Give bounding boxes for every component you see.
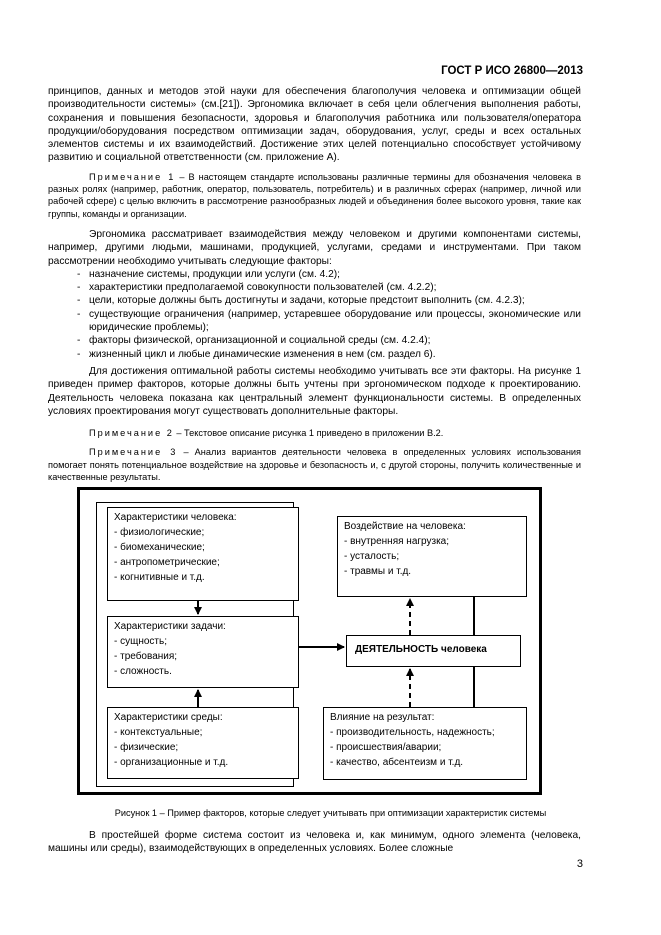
impact-title: Воздействие на человека:	[344, 521, 466, 532]
page-number: 3	[576, 858, 583, 870]
human-item: - биомеханические;	[114, 542, 205, 553]
note-1-label: Примечание 1	[89, 171, 176, 182]
note-2	[48, 427, 581, 439]
result-item: - качество, абсентеизм и т.д.	[330, 757, 464, 768]
note-1-text: – В настоящем стандарте использованы различные термины для обозначения человека в разных ролях (например, работник, оператор, пользователь, потребитель) и в различных сферах (например, личной или рабочей сфере) с целью включить в рассмотрение разнообразных людей и объединения более высокого уровня, такие как группы, команды и организации.	[48, 171, 581, 219]
factor-item: - характеристики предполагаемой совокупности пользователей (см. 4.2.2);	[48, 281, 581, 294]
document-header: ГОСТ Р ИСО 26800—2013	[441, 65, 583, 77]
env-item: - физические;	[114, 742, 179, 753]
figure-caption: Рисунок 1 – Пример факторов, которые следует учитывать при оптимизации характеристик системы	[114, 808, 547, 818]
impact-item: - усталость;	[344, 551, 400, 562]
factor-item: - жизненный цикл и любые динамические изменения в нем (см. раздел 6).	[48, 348, 581, 361]
factor-item: - факторы физической, организационной и социальной среды (см. 4.2.4);	[48, 334, 581, 347]
human-title: Характеристики человека:	[114, 512, 237, 523]
note-3-label: Примечание 3	[89, 447, 178, 458]
paragraph-3: Для достижения оптимальной работы системы необходимо учитывать все эти факторы. На рисунке 1 приведен пример факторов, которые должны быть учтены при эргономическом подходе к проектированию. Деятельность человека показана как центральный элемент функциональности системы. В определенных условиях проектирования могут существовать дополнительные факторы.	[48, 365, 581, 417]
note-3	[48, 446, 581, 483]
factor-item: - цели, которые должны быть достигнуты и задачи, которые предстоит выполнить (см. 4.2.3);	[48, 294, 581, 307]
factors-list	[48, 268, 581, 361]
task-item: - требования;	[114, 651, 178, 662]
env-item: - контекстуальные;	[114, 727, 203, 738]
human-item: - когнитивные и т.д.	[114, 572, 205, 583]
note-1	[48, 171, 581, 220]
env-item: - организационные и т.д.	[114, 757, 229, 768]
figure-connectors	[80, 490, 539, 792]
task-item: - сложность.	[114, 666, 172, 677]
result-item: - происшествия/аварии;	[330, 742, 442, 753]
factor-item: - существующие ограничения (например, устаревшее оборудование или процессы, экономические или юридические проблемы);	[48, 308, 581, 335]
task-title: Характеристики задачи:	[114, 621, 226, 632]
human-item: - физиологические;	[114, 527, 205, 538]
human-activity-box: ДЕЯТЕЛЬНОСТЬ человека	[346, 635, 521, 667]
figure-1	[77, 487, 542, 795]
impact-item: - внутренняя нагрузка;	[344, 536, 449, 547]
factor-item: - назначение системы, продукции или услуги (см. 4.2);	[48, 268, 581, 281]
task-item: - сущность;	[114, 636, 167, 647]
paragraph-4: В простейшей форме система состоит из человека и, как минимум, одного элемента (человека, машины или среды), взаимодействующих в определенных условиях. Более сложные	[48, 830, 581, 855]
env-title: Характеристики среды:	[114, 712, 223, 723]
note-2-label: Примечание 2	[89, 428, 174, 439]
impact-item: - травмы и т.д.	[344, 566, 412, 577]
body-text-bottom	[48, 829, 581, 856]
note-3-text: – Анализ вариантов деятельности человека в определенных условиях использования помогает понять потенциальное воздействие на здоровье и безопасность и, с другой стороны, получить количественные и качественные результаты.	[48, 447, 581, 483]
paragraph-2: Эргономика рассматривает взаимодействия между человеком и другими компонентами системы, например, другими людьми, машинами, продукцией, услугами, средами и инструментами. При таком рассмотрении необходимо учитывать следующие факторы:	[48, 228, 581, 267]
note-2-text: – Текстовое описание рисунка 1 приведено в приложении В.2.	[173, 428, 444, 439]
result-item: - производительность, надежность;	[330, 727, 495, 738]
paragraph-1: принципов, данных и методов этой науки для обеспечения благополучия человека и оптимизации общей производительности системы» (см.[21]). Эргономика включает в себя цели облегчения выполнения работы, сохранения и повышения безопасности, здоровья и благополучия работника или пользователя/оператора продукции/оборудования посредством оптимизации задач, оборудования, услуг, среды и всех остальных элементов системы и их взаимодействий. Достижение этих целей потенциально способствует устойчивому развитию и социальной ответственности (см. приложение А).	[48, 86, 581, 164]
human-item: - антропометрические;	[114, 557, 220, 568]
result-title: Влияние на результат:	[330, 712, 435, 723]
body-text-top	[48, 85, 581, 483]
